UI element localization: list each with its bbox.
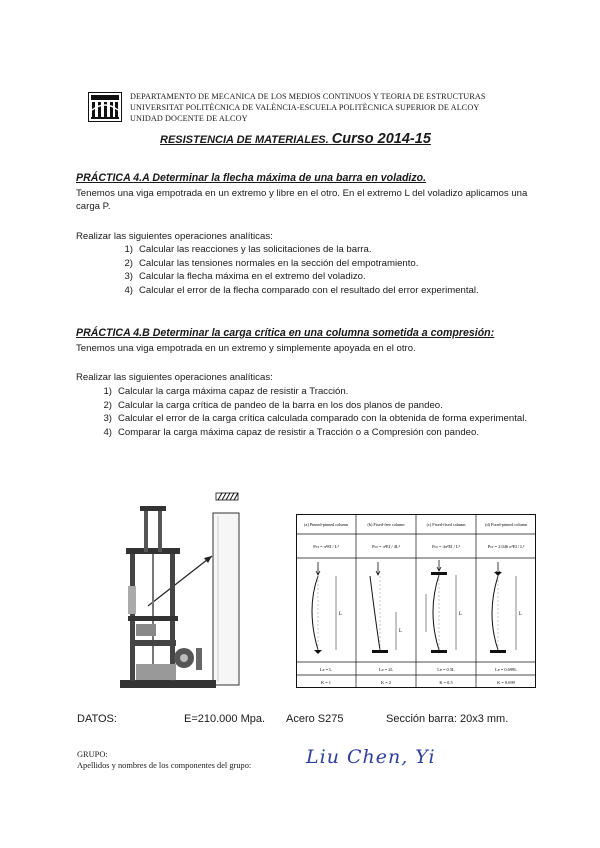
table-k-a: K = 1 (320, 680, 332, 685)
practice-b-ops-label: Realizar las siguientes operaciones analíticas: (76, 372, 273, 383)
table-k-d: K = 0.699 (497, 680, 515, 685)
grupo-label: GRUPO: (77, 750, 108, 759)
dept-line-2: UNIVERSITAT POLITÈCNICA DE VALÈNCIA-ESCUELA POLITÈCNICA SUPERIOR DE ALCOY (130, 103, 480, 112)
list-item: 1) Calcular la carga máxima capaz de resistir a Tracción. (103, 386, 349, 397)
svg-text:L: L (399, 629, 403, 634)
practice-a-ops-label: Realizar las siguientes operaciones analíticas: (76, 231, 273, 242)
practice-a-intro: Tenemos una viga empotrada en un extremo y libre en el otro. En el extremo L del voladizo aplicamos una carga P. (76, 188, 528, 212)
list-item: 4) Comparar la carga máxima capaz de resistir a Tracción o a Compresión con pandeo. (103, 426, 480, 438)
members-label: Apellidos y nombres de los componentes del grupo: (77, 761, 252, 770)
table-formula-a: Pcr = π²EI / L² (313, 544, 339, 549)
section-value: Sección barra: 20x3 mm. (386, 713, 509, 725)
department-header (130, 91, 550, 124)
modulus-value: E=210.000 Mpa. (184, 713, 266, 725)
svg-text:L: L (339, 612, 343, 617)
table-k-b: K = 2 (380, 680, 392, 685)
datos-label: DATOS: (77, 713, 117, 725)
column-buckling-table (296, 514, 536, 688)
list-item: 2) Calcular la carga crítica de pandeo de la barra en los dos planos de pandeo. (103, 399, 443, 411)
practice-b-list (94, 385, 544, 439)
handwritten-names[interactable]: Liu Chen, Yi (306, 746, 436, 768)
svg-text:L: L (519, 612, 523, 617)
table-le-b: Le = 2L (378, 667, 394, 672)
practice-a-list (115, 243, 545, 297)
list-item: 4) Calcular el error de la flecha comparado con el resultado del error experimental. (124, 284, 479, 296)
test-machine-photo (108, 488, 250, 698)
svg-text:L: L (459, 612, 463, 617)
practice-b-intro: Tenemos una viga empotrada en un extremo y simplemente apoyada en el otro. (76, 343, 416, 354)
list-item: 3) Calcular la flecha máxima en el extremo del voladizo. (124, 271, 366, 283)
table-formula-c: Pcr = 4π²EI / L² (432, 544, 460, 549)
table-le-d: Le = 0.699L (495, 667, 517, 672)
table-k-c: K = 0.5 (439, 680, 453, 685)
table-header-a: (a) Pinned-pinned column (304, 522, 348, 527)
course-year: Curso 2014-15 (331, 131, 431, 147)
table-le-c: Le = 0.5L (437, 667, 455, 672)
subject-name: RESISTENCIA DE MATERIALES. (160, 134, 329, 146)
table-header-c: (c) Fixed-fixed column (426, 522, 466, 527)
table-le-a: Le = L (320, 667, 332, 672)
university-logo-icon (88, 92, 122, 122)
list-item: 3) Calcular el error de la carga crítica calculada comparado con la obtenida de forma experimental. (103, 413, 528, 425)
table-header-b: (b) Fixed-free column (367, 522, 405, 527)
hatched-support-icon (216, 493, 238, 500)
dept-line-3: UNIDAD DOCENTE DE ALCOY (130, 114, 248, 123)
list-item: 2) Calcular las tensiones normales en la sección del empotramiento. (124, 257, 419, 269)
table-header-d: (d) Fixed-pinned column (485, 522, 527, 527)
practice-b-title: PRÁCTICA 4.B Determinar la carga crítica en una columna sometida a compresión: (76, 327, 495, 339)
steel-grade: Acero S275 (286, 713, 344, 725)
dept-line-1: DEPARTAMENTO DE MECANICA DE LOS MEDIOS CONTINUOS Y TEORIA DE ESTRUCTURAS (130, 92, 486, 101)
practice-a-title: PRÁCTICA 4.A Determinar la flecha máxima de una barra en voladizo. (76, 172, 427, 184)
course-title (160, 131, 431, 147)
list-item: 1) Calcular las reacciones y las solicitaciones de la barra. (124, 244, 372, 255)
table-formula-d: Pcr = 2.046 π²EI / L² (487, 544, 525, 549)
table-formula-b: Pcr = π²EI / 4L² (372, 544, 400, 549)
